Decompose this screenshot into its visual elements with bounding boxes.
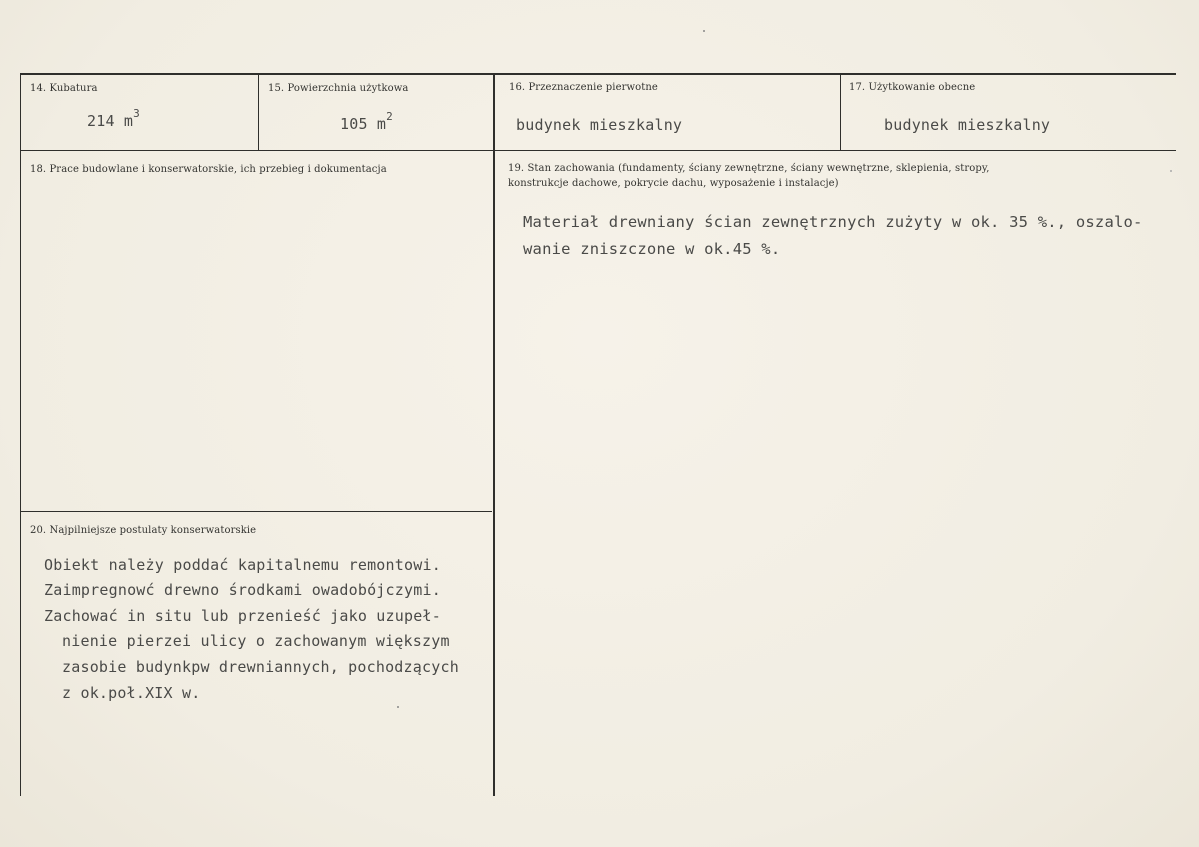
paper-speck xyxy=(1170,170,1172,172)
field-20-line-4: nienie pierzei ulicy o zachowanym większym xyxy=(62,632,450,650)
field-19-text-line2: wanie zniszczone w ok.45 %. xyxy=(523,240,781,258)
field-20-line-6: z ok.poł.XIX w. xyxy=(62,684,201,702)
left-border xyxy=(20,74,21,796)
top-rule xyxy=(20,73,1176,75)
center-divider xyxy=(493,74,495,796)
left-split-rule xyxy=(20,511,492,512)
field-20-line-5: zasobie budynkpw drewniannych, pochodzących xyxy=(62,658,459,676)
field-17-label: 17. Użytkowanie obecne xyxy=(849,82,976,93)
field-14-value xyxy=(87,107,140,130)
paper-speck xyxy=(397,706,399,708)
field-20-line-3: Zachować in situ lub przenieść jako uzupeł- xyxy=(44,607,441,625)
field-16-label: 16. Przeznaczenie pierwotne xyxy=(509,82,658,93)
divider-16-17 xyxy=(840,74,841,150)
field-16-value: budynek mieszkalny xyxy=(516,116,683,134)
paper-speck xyxy=(703,30,705,32)
field-19-label-line1: 19. Stan zachowania (fundamenty, ściany zewnętrzne, ściany wewnętrzne, sklepienia, stropy, xyxy=(508,163,990,174)
field-19-text-line1: Materiał drewniany ścian zewnętrznych zużyty w ok. 35 %., oszalo- xyxy=(523,213,1143,231)
field-19-label-line2: konstrukcje dachowe, pokrycie dachu, wyposażenie i instalacje) xyxy=(508,178,839,189)
field-15-number: 105 m xyxy=(340,115,387,133)
field-15-value xyxy=(340,110,393,133)
field-14-number: 214 m xyxy=(87,112,134,130)
field-15-label: 15. Powierzchnia użytkowa xyxy=(268,83,409,94)
field-17-value: budynek mieszkalny xyxy=(884,116,1051,134)
field-20-line-2: Zaimpregnowć drewno środkami owadobójczymi. xyxy=(44,581,441,599)
field-20-label: 20. Najpilniejsze postulaty konserwatorskie xyxy=(30,525,257,536)
field-14-label: 14. Kubatura xyxy=(30,83,98,94)
row1-bottom-rule xyxy=(20,150,1176,151)
field-20-line-1: Obiekt należy poddać kapitalnemu remontowi. xyxy=(44,556,441,574)
field-18-label: 18. Prace budowlane i konserwatorskie, ich przebieg i dokumentacja xyxy=(30,164,387,175)
field-15-exponent: 2 xyxy=(386,110,393,123)
divider-14-15 xyxy=(258,74,259,150)
field-14-exponent: 3 xyxy=(133,107,140,120)
